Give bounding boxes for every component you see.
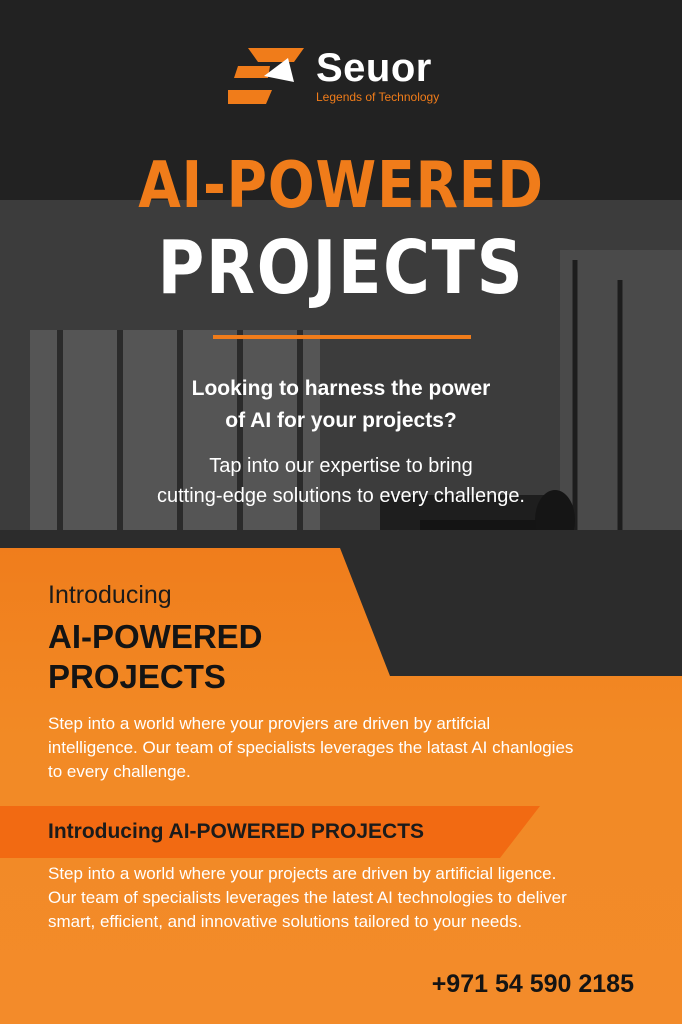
headline-accent: AI-POWERED bbox=[138, 149, 544, 223]
hero-question-line: Looking to harness the power bbox=[191, 377, 491, 400]
band-paragraph-line: smart, efficient, and innovative solutions tailored to your needs. bbox=[48, 912, 523, 931]
intro-paragraph-line: Step into a world where your provjers are driven by artifcial bbox=[48, 714, 491, 733]
hero-subtext bbox=[0, 451, 682, 511]
headline-underline bbox=[213, 335, 471, 339]
brand-tagline: Legends of Technology bbox=[316, 90, 440, 104]
headline-main: PROJECTS bbox=[157, 225, 525, 311]
logo-mark-icon bbox=[228, 48, 312, 104]
intro-paragraph-line: intelligence. Our team of specialists leverages the latast AI chanlogies bbox=[48, 738, 574, 757]
hero-subtext-line: Tap into our expertise to bring bbox=[209, 455, 473, 477]
intro-title bbox=[48, 617, 263, 697]
brand-name: Seuor bbox=[316, 46, 432, 90]
phone-number: +971 54 590 2185 bbox=[431, 970, 634, 998]
band-title: Introducing AI-POWERED PROJECTS bbox=[48, 820, 425, 843]
intro-title-line: PROJECTS bbox=[48, 658, 226, 695]
hero-question-line: of AI for your projects? bbox=[225, 409, 457, 432]
band-paragraph-line: Step into a world where your projects are driven by artificial ligence. bbox=[48, 864, 557, 883]
intro-paragraph bbox=[48, 712, 648, 784]
band-paragraph bbox=[48, 862, 648, 934]
intro-title-line: AI-POWERED bbox=[48, 618, 263, 655]
intro-paragraph-line: to every challenge. bbox=[48, 762, 191, 781]
brand-logo bbox=[228, 44, 468, 108]
intro-label: Introducing bbox=[48, 581, 172, 609]
hero-subtext-line: cutting-edge solutions to every challenge. bbox=[156, 485, 525, 507]
hero-question bbox=[0, 373, 682, 437]
band-paragraph-line: Our team of specialists leverages the latest AI technologies to deliver bbox=[48, 888, 567, 907]
